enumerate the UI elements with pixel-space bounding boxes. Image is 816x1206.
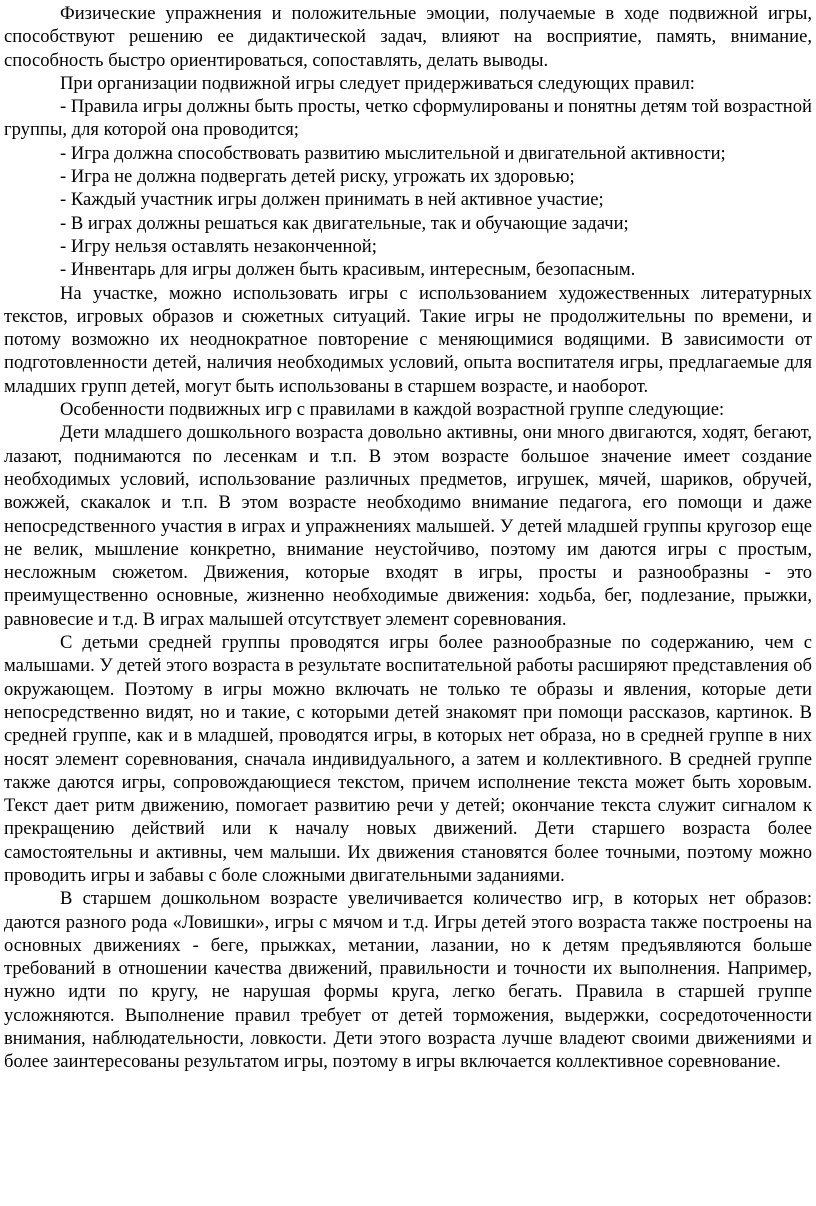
paragraph-middle-group: С детьми средней группы проводятся игры более разнообразные по содержанию, чем с малышами. У детей этого возраста в результате воспитательной работы расширяют представления об окружающем. Поэтому в игры можно включать не только те образы и явления, которые дети непосредственно видят, но и такие, с которыми детей знакомят при помощи рассказов, картинок. В средней группе, как и в младшей, проводятся игры, в которых нет образа, но в средней группе в них носят элемент соревнования, сначала индивидуального, а затем и коллективного. В средней группе также даются игры, сопровождающиеся текстом, причем исполнение текста может быть хоровым. Текст дает ритм движению, помогает развитию речи у детей; окончание текста служит сигналом к прекращению действий или к началу новых движений. Дети старшего возраста более самостоятельны и активны, чем малыши. Их движения становятся более точными, поэтому можно проводить игры и забавы с боле сложными двигательными заданиями. (4, 632, 812, 886)
paragraph-intro: Физические упражнения и положительные эмоции, получаемые в ходе подвижной игры, способствуют решению ее дидактической задач, влияют на восприятие, память, внимание, способность быстро ориентироваться, сопоставлять, делать выводы. (4, 3, 812, 71)
rule-item: - Игра должна способствовать развитию мыслительной и двигательной активности; (60, 142, 726, 164)
paragraph-rules-heading: При организации подвижной игры следует придерживаться следующих правил: (60, 72, 695, 94)
paragraph-age-features-heading: Особенности подвижных игр с правилами в каждой возрастной группе следующие: (60, 399, 725, 421)
rule-item: - Инвентарь для игры должен быть красивым, интересным, безопасным. (60, 259, 636, 281)
paragraph-senior-age: В старшем дошкольном возрасте увеличивается количество игр, в которых нет образов: даются разного рода «Ловишки», игры с мячом и т.д. Игры детей этого возраста также построены на основных движениях - беге, прыжках, метании, лазании, но к детям предъявляются больше требований в отношении качества движений, правильности и точности их выполнения. Например, нужно идти по кругу, не нарушая формы круга, легко бегать. Правила в старшей группе усложняются. Выполнение правил требует от детей торможения, выдержки, сосредоточенности внимания, наблюдательности, ловкости. Дети этого возраста лучше владеют своими движениями и более заинтересованы результатом игры, поэтому в игры включается коллективное соревнование. (4, 888, 812, 1073)
rule-item: - В играх должны решаться как двигательные, так и обучающие задачи; (60, 212, 629, 234)
paragraph-junior-age: Дети младшего дошкольного возраста довольно активны, они много двигаются, ходят, бегают, лазают, поднимаются по лесенкам и т.п. В этом возрасте большое значение имеет создание необходимых условий, использование различных предметов, игрушек, мячей, шариков, обручей, вожжей, скакалок и т.п. В этом возрасте необходимо внимание педагога, его помощи и даже непосредственного участия в играх и упражнениях малышей. У детей младшей группы кругозор еще не велик, мышление конкретно, внимание неустойчиво, поэтому им даются игры с простым, несложным сюжетом. Движения, которые входят в игры, просты и разнообразны - это преимущественно основные, жизненно необходимые движения: ходьба, бег, подлезание, прыжки, равновесие и т.д. В играх малышей отсутствует элемент соревнования. (4, 422, 812, 630)
paragraph-site-games: На участке, можно использовать игры с использованием художественных литературных текстов, игровых образов и сюжетных ситуаций. Такие игры не продолжительны по времени, и потому возможно их неоднократное повторение с меняющимися водящими. В зависимости от подготовленности детей, наличия необходимых условий, опыта воспитателя игры, предлагаемые для младших групп детей, могут быть использованы в старшем возрасте, и наоборот. (4, 282, 812, 397)
rule-item: - Игра не должна подвергать детей риску, угрожать их здоровью; (60, 166, 575, 188)
rule-item: - Каждый участник игры должен принимать в ней активное участие; (60, 189, 604, 211)
rule-item: - Игру нельзя оставлять незаконченной; (60, 235, 377, 257)
rule-item: - Правила игры должны быть просты, четко сформулированы и понятны детям той возрастной группы, для которой она проводится; (4, 96, 812, 141)
